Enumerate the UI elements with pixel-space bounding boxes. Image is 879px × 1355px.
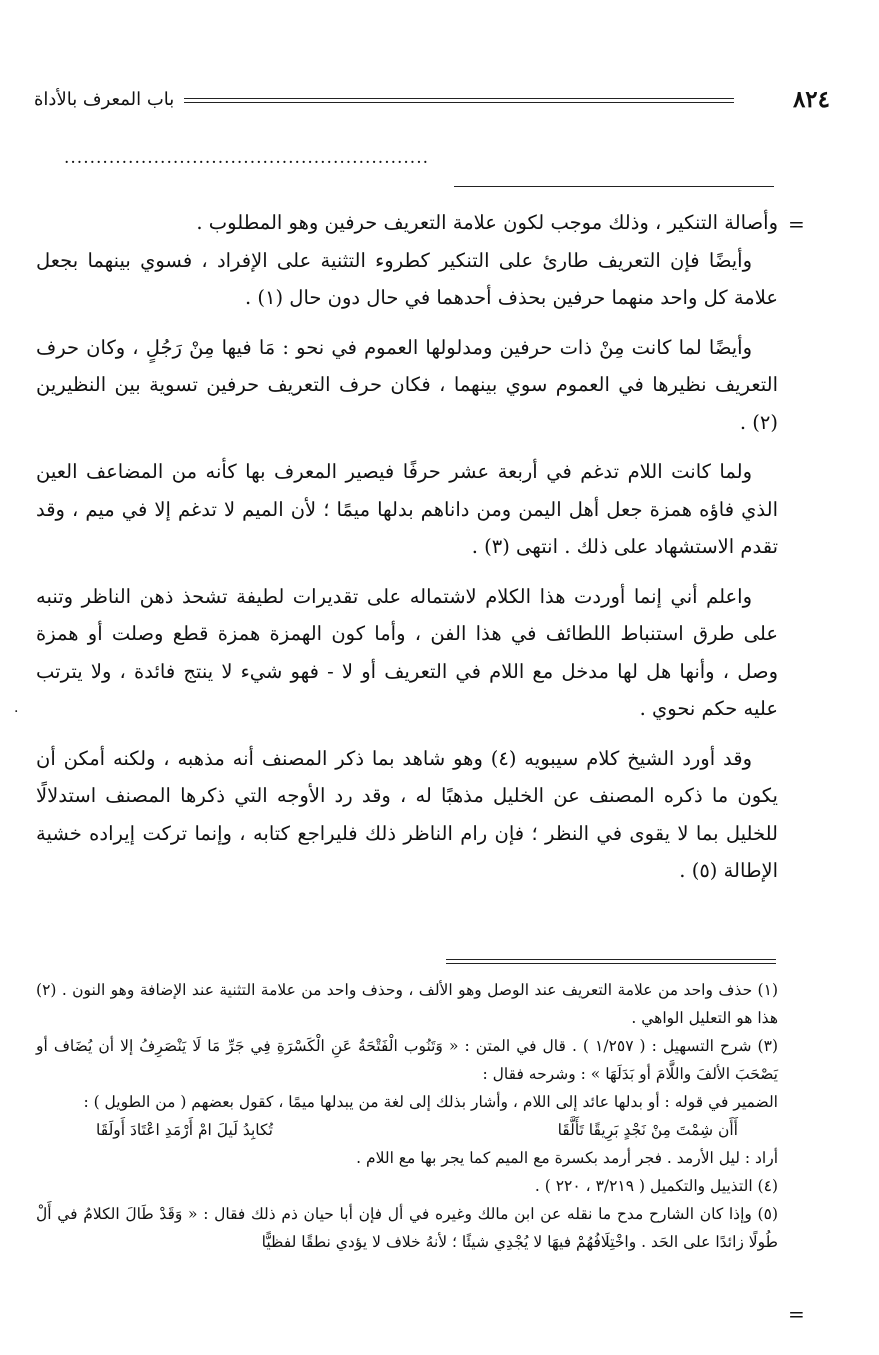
- verse-second-hemistich: تُكابِدُ لَيلَ امْ أَرْمَدِ اعْتَادَ أَولَقَا: [96, 1121, 273, 1139]
- footnote: (٣) شرح التسهيل : ( ١/٢٥٧ ) . قال في المتن : « وَتَنُوب الْفَتْحَةُ عَنِ الْكَسْرَةِ فِي جَرِّ مَا لَا يَنْصَرِفُ إلا أن يُضَاف أو يَصْحَبَ الألفَ واللَّامَ أو بَدَلَهَا » : وشرحه فقال :: [36, 1037, 778, 1083]
- continuation-mark: =: [788, 212, 805, 236]
- paragraph: وأصالة التنكير ، وذلك موجب لكون علامة التعريف حرفين وهو المطلوب .: [196, 211, 778, 234]
- footnote: (٥) وإذا كان الشارح مدح ما نقله عن ابن مالك وغيره في أل فإن أبا حيان ذم ذلك فقال : « وَقَدْ طَالَ الكلامُ في أَلْ طُولًا زائدًا على الحَد . واخْتِلَافُهُمْ فيهَا لا يُجْدِي شيئًا ؛ لأنهُ خلاف لا يؤدي نطقًا لفظيًّا: [36, 1205, 778, 1251]
- footnotes: [36, 976, 778, 1256]
- running-header: [34, 86, 834, 118]
- footnote-continuation: أراد : ليل الأرمد . فجر أرمد بكسرة مع الميم كما يجر بها مع اللام .: [356, 1149, 778, 1167]
- paragraph: واعلم أني إنما أوردت هذا الكلام لاشتماله على تقديرات لطيفة تشحذ ذهن الناظر وتنبه على طرق استنباط اللطائف في هذا الفن ، وأما كون الهمزة همزة قطع وصلت أو همزة وصل ، وأنها هل لها مدخل مع اللام في التعريف أو لا - فهو شيء لا ينتج فائدة ، ولا يترتب عليه حكم نحوي .: [36, 584, 778, 720]
- paragraph: وأيضًا لما كانت مِنْ ذات حرفين ومدلولها العموم في نحو : مَا فيها مِنْ رَجُلٍ ، وكان حرف التعريف نظيرها في العموم سوي بينهما ، فكان حرف التعريف حرفين تسوية بين النظيرين (٢) .: [36, 335, 778, 434]
- paragraph: وأيضًا فإن التعريف طارئ على التنكير كطروء التثنية على الإفراد ، فسوي بينهما بجعل علامة كل واحد منهما حرفين بحذف أحدهما في حال دون حال (١) .: [36, 248, 778, 309]
- chapter-title: باب المعرف بالأداة: [34, 89, 175, 110]
- header-rule: [184, 98, 734, 103]
- footnote: (١) حذف واحد من علامة التعريف عند الوصل وهو الألف ، وحذف واحد من علامة التثنية عند الإضافة وهو النون . (٢) هذا هو التعليل الواهي .: [36, 981, 778, 1027]
- margin-dot: ·: [14, 704, 19, 720]
- footnote-rule: [446, 959, 776, 964]
- verse-first-hemistich: أَأَن شِمْتَ مِنْ نَجْدٍ بَرِيقًا تَأَلَّقَا: [557, 1121, 738, 1139]
- footnote-continuation: الضمير في قوله : أو بدلها عائد إلى اللام ، وأشار بذلك إلى لغة من يبدلها ميمًا ، كقول بعضهم ( من الطويل ) :: [83, 1093, 778, 1111]
- page-continues-mark: =: [788, 1302, 805, 1326]
- page-number: ٨٢٤: [792, 86, 830, 113]
- ellipsis-line: .........................................................: [64, 148, 430, 168]
- section-separator: [454, 186, 774, 187]
- paragraph: ولما كانت اللام تدغم في أربعة عشر حرفًا فيصير المعرف بها كأنه من المضاعف العين الذي فاؤه همزة جعل أهل اليمن ومن داناهم بدلها ميمًا ؛ لأن الميم لا تدغم إلا في ميم ، وقد تقدم الاستشهاد على ذلك . انتهى (٣) .: [36, 460, 778, 558]
- paragraph: وقد أورد الشيخ كلام سيبويه (٤) وهو شاهد بما ذكر المصنف أنه مذهبه ، ولكنه أمكن أن يكون ما ذكره المصنف عن الخليل مذهبًا له ، وقد رد الأوجه التي ذكرها المصنف استدلالًا للخليل بما لا يقوى في النظر ؛ فإن رام الناظر ذلك فليراجع كتابه ، وإنما تركت إيراده خشية الإطالة (٥) .: [36, 746, 778, 882]
- footnote: (٤) التذييل والتكميل ( ٣/٢١٩ ، ٢٢٠ ) .: [534, 1177, 778, 1195]
- poetry-verse: [36, 1116, 778, 1144]
- main-text: [36, 204, 778, 902]
